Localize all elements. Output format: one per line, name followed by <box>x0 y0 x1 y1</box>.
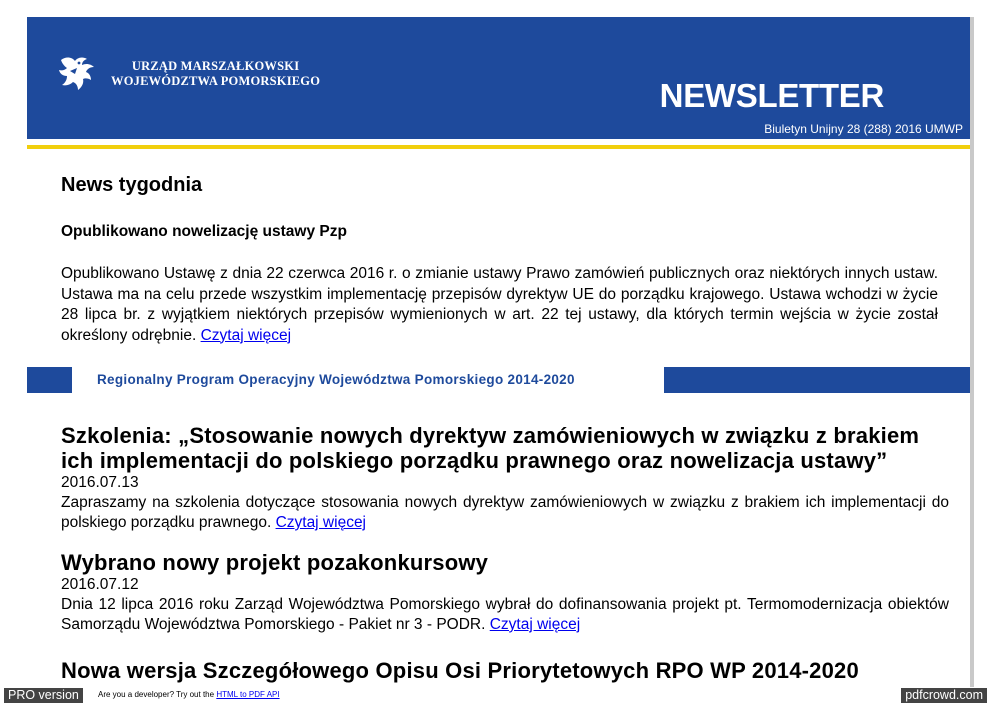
article-title: Szkolenia: „Stosowanie nowych dyrektyw zamówieniowych w związku z brakiem ich implementacji do polskiego porządku prawnego oraz nowelizacja ustawy” <box>61 423 920 473</box>
article-project <box>61 550 949 635</box>
griffin-logo-icon <box>57 54 97 92</box>
pdfcrowd-brand: pdfcrowd.com <box>901 688 987 703</box>
newsletter-title: NEWSLETTER <box>659 77 884 114</box>
html-to-pdf-api-link[interactable]: HTML to PDF API <box>216 690 280 699</box>
article-read-more-link[interactable]: Czytaj więcej <box>275 514 367 531</box>
article-date: 2016.07.13 <box>61 474 139 491</box>
developer-note <box>98 690 280 699</box>
article-text-body: Dnia 12 lipca 2016 roku Zarząd Województwa Pomorskiego wybrał do dofinansowania projekt pt. Termomodernizacja obiektów Samorządu Województwa Pomorskiego - Pakiet nr 3 - PODR. <box>61 596 949 633</box>
header-divider <box>27 145 970 149</box>
article-text <box>61 493 949 533</box>
news-read-more-link[interactable]: Czytaj więcej <box>200 326 292 344</box>
article-date: 2016.07.12 <box>61 576 139 593</box>
program-band-label: Regionalny Program Operacyjny Województwa Pomorskiego 2014-2020 <box>72 367 664 393</box>
news-body-text: Opublikowano Ustawę z dnia 22 czerwca 2016 r. o zmianie ustawy Prawo zamówień publicznych oraz niektórych innych ustaw. Ustawa ma na celu przede wszystkim implementację przepisów dyrektyw UE do porządku krajowego. Ustawa wchodzi w życie 28 lipca br. z wyjątkiem niektórych przepisów wymienionych w art. 22 tej ustawy, dla których termin wejścia w życie został określony odrębnie. <box>61 265 938 344</box>
article-title: Nowa wersja Szczegółowego Opisu Osi Priorytetowych RPO WP 2014-2020 <box>61 658 859 683</box>
news-body <box>61 264 938 346</box>
pdf-footer <box>0 687 992 704</box>
article-title: Wybrano nowy projekt pozakonkursowy <box>61 550 489 575</box>
developer-note-text: Are you a developer? Try out the <box>98 690 215 699</box>
org-name-line1: URZĄD MARSZAŁKOWSKI <box>131 59 300 73</box>
bulletin-issue: Biuletyn Unijny 28 (288) 2016 UMWP <box>764 122 963 136</box>
newsletter-header <box>27 17 970 139</box>
pro-version-badge: PRO version <box>4 688 83 703</box>
article-text-body: Zapraszamy na szkolenia dotyczące stosowania nowych dyrektyw zamówieniowych w związku z brakiem ich implementacji do polskiego porządku prawnego. <box>61 494 949 531</box>
organization-name <box>111 59 320 89</box>
program-band <box>27 367 970 393</box>
article-training <box>61 423 949 533</box>
article-read-more-link[interactable]: Czytaj więcej <box>489 616 581 633</box>
newsletter-page <box>17 17 970 687</box>
article-priority-axes <box>61 658 949 683</box>
news-headline: Opublikowano nowelizację ustawy Pzp <box>61 223 347 240</box>
org-name-line2: WOJEWÓDZTWA POMORSKIEGO <box>111 74 321 88</box>
article-text <box>61 595 949 635</box>
section-title-news-week: News tygodnia <box>61 174 203 196</box>
